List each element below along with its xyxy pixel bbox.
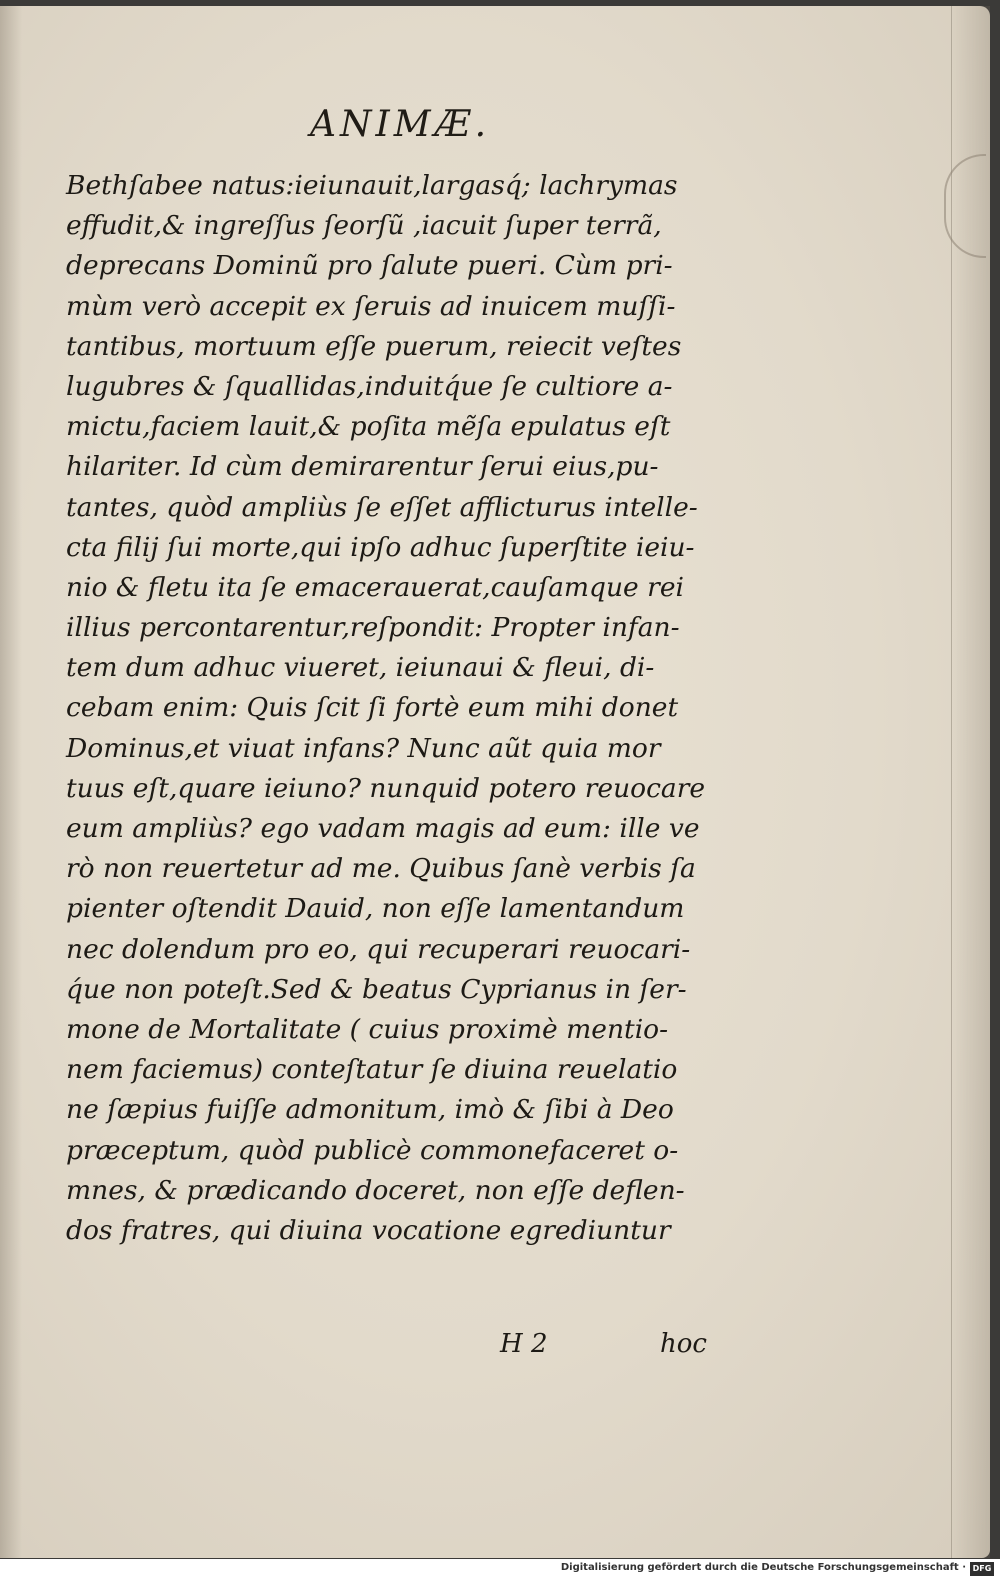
text-line: Dominus,et viuat infans? Nunc aũt quia mor bbox=[66, 732, 661, 764]
text-line: dos fratres, qui diuina vocatione egrediuntur bbox=[66, 1214, 671, 1246]
text-line: cebam enim: Quis ſcit ſi fortè eum mihi donet bbox=[66, 692, 679, 724]
text-line: pienter oſtendit Dauid, non eſſe lamentandum bbox=[66, 893, 685, 925]
text-line: deprecans Dominũ pro ſalute pueri. Cùm pri- bbox=[66, 250, 673, 282]
text-line: effudit,& ingreſſus ſeorſũ ,iacuit ſuper terrã, bbox=[66, 210, 662, 242]
text-line: tem dum adhuc viueret, ieiunaui & fleui, di- bbox=[66, 652, 655, 684]
text-line: tantibus, mortuum eſſe puerum, reiecit veſtes bbox=[66, 330, 682, 362]
text-line: nio & fletu ita ſe emacerauerat,cauſamque rei bbox=[66, 571, 684, 603]
paper-page bbox=[0, 6, 990, 1558]
dfg-logo-icon: DFG bbox=[970, 1562, 994, 1576]
text-line: illius percontarentur,reſpondit: Propter infan- bbox=[66, 612, 680, 644]
text-line: ne ſæpius fuiſſe admonitum, imò & ſibi à Deo bbox=[66, 1094, 674, 1126]
text-line: nec dolendum pro eo, qui recuperari reuocari- bbox=[66, 933, 691, 965]
text-line: tantes, quòd ampliùs ſe eſſet afflicturus intelle- bbox=[66, 491, 698, 523]
signature-mark: H 2 bbox=[500, 1329, 548, 1359]
text-line: Bethſabee natus:ieiunauit,largasq́; lachrymas bbox=[66, 170, 678, 201]
text-line: mùm verò accepit ex ſeruis ad inuicem muſſi- bbox=[66, 290, 676, 322]
running-head: ANIMÆ. bbox=[309, 104, 491, 145]
page-footer bbox=[0, 1324, 1000, 1364]
text-line: lugubres & ſquallidas,induitq́ue ſe cultiore a- bbox=[66, 370, 673, 402]
text-line: mone de Mortalitate ( cuius proximè mentio- bbox=[66, 1013, 669, 1045]
text-line: cta filij ſui morte,qui ipſo adhuc ſuperſtite ieiu- bbox=[66, 531, 695, 563]
text-line: hilariter. Id cùm demirarentur ſerui eius,pu- bbox=[66, 451, 659, 483]
text-line: tuus eſt,quare ieiuno? nunquid potero reuocare bbox=[66, 772, 706, 804]
funding-credit: Digitalisierung gefördert durch die Deutsche Forschungsgemeinschaft · bbox=[560, 1562, 966, 1573]
text-line: mnes, & prædicando doceret, non eſſe deflen- bbox=[66, 1174, 685, 1206]
text-line: præceptum, quòd publicè commonefaceret o- bbox=[66, 1134, 679, 1166]
text-line: mictu,faciem lauit,& poſita mẽſa epulatus eſt bbox=[66, 411, 671, 443]
text-line: q́ue non poteſt.Sed & beatus Cyprianus in ſer- bbox=[66, 973, 687, 1005]
catchword: hoc bbox=[660, 1329, 707, 1359]
body-text bbox=[66, 166, 736, 1251]
text-line: nem faciemus) conteſtatur ſe diuina reuelatio bbox=[66, 1054, 678, 1086]
text-line: eum ampliùs? ego vadam magis ad eum: ille ve bbox=[66, 813, 700, 844]
credit-bar bbox=[0, 1559, 1000, 1581]
text-line: rò non reuertetur ad me. Quibus ſanè verbis ſa bbox=[66, 853, 696, 885]
